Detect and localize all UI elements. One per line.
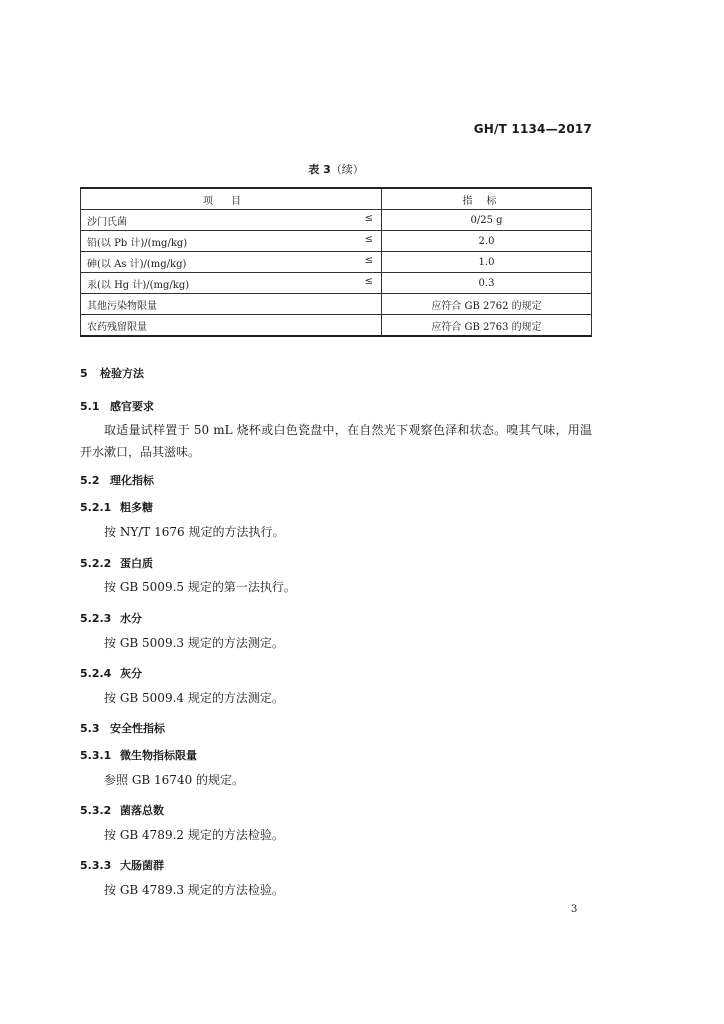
le-symbol: ≤ — [364, 255, 373, 266]
section-title: 蛋白质 — [120, 557, 153, 570]
section-text-5-3-2: 按 GB 4789.2 规定的方法检验。 — [104, 828, 284, 842]
section-heading-5-3 — [80, 720, 165, 736]
row-item-cell — [81, 231, 382, 252]
table-caption-continued: （续） — [330, 163, 364, 176]
table-row — [81, 252, 592, 273]
section-heading-5 — [80, 365, 144, 381]
section-title: 粗多糖 — [120, 501, 153, 514]
table-header-row — [81, 188, 592, 210]
row-item-cell — [81, 210, 382, 231]
section-title: 理化指标 — [110, 474, 154, 487]
section-text-5-3-3: 按 GB 4789.3 规定的方法检验。 — [104, 883, 284, 897]
section-heading-5-3-3 — [80, 857, 164, 873]
table-row — [81, 315, 592, 337]
section-title: 安全性指标 — [110, 722, 165, 735]
row-item: 砷(以 As 计)/(mg/kg) — [87, 258, 187, 270]
page-number: 3 — [571, 904, 578, 915]
section-heading-5-2 — [80, 472, 154, 488]
section-title: 水分 — [120, 612, 142, 625]
section-number: 5.3.3 — [80, 859, 112, 872]
section-text-5-2-3: 按 GB 5009.3 规定的方法测定。 — [104, 636, 284, 650]
row-item-cell — [81, 273, 382, 294]
section-number: 5 — [80, 367, 88, 380]
section-title: 检验方法 — [100, 367, 144, 380]
table-row — [81, 231, 592, 252]
row-item-cell — [81, 252, 382, 273]
table-row — [81, 294, 592, 315]
section-text-5-2-4: 按 GB 5009.4 规定的方法测定。 — [104, 691, 284, 705]
standard-code: GH/T 1134—2017 — [473, 122, 592, 136]
le-symbol: ≤ — [364, 276, 373, 287]
section-text-5-3-1: 参照 GB 16740 的规定。 — [104, 773, 245, 787]
section-text-5-1: 取适量试样置于 50 mL 烧杯或白色瓷盘中，在自然光下观察色泽和状态。嗅其气味，用温开水漱口，品其滋味。 — [80, 423, 592, 459]
row-item: 沙门氏菌 — [87, 216, 127, 228]
section-heading-5-2-1 — [80, 499, 153, 515]
row-value: 0/25 g — [382, 210, 592, 231]
section-text-5-2-1: 按 NY/T 1676 规定的方法执行。 — [104, 525, 285, 539]
row-value: 应符合 GB 2762 的规定 — [382, 294, 592, 315]
section-heading-5-2-3 — [80, 610, 142, 626]
le-symbol: ≤ — [364, 234, 373, 245]
section-title: 灰分 — [120, 667, 142, 680]
section-heading-5-3-2 — [80, 802, 164, 818]
section-number: 5.3.2 — [80, 804, 112, 817]
section-number: 5.2.4 — [80, 667, 112, 680]
row-value: 1.0 — [382, 252, 592, 273]
row-value: 0.3 — [382, 273, 592, 294]
table-row — [81, 273, 592, 294]
section-heading-5-2-2 — [80, 555, 153, 571]
spec-table — [80, 187, 592, 337]
row-item: 铅(以 Pb 计)/(mg/kg) — [87, 237, 188, 249]
le-symbol: ≤ — [364, 213, 373, 224]
row-item-cell — [81, 294, 382, 315]
section-title: 微生物指标限量 — [120, 749, 197, 762]
section-title: 感官要求 — [110, 400, 154, 413]
section-number: 5.3.1 — [80, 749, 112, 762]
section-title: 菌落总数 — [120, 804, 164, 817]
row-item: 其他污染物限量 — [87, 300, 157, 312]
row-value: 2.0 — [382, 231, 592, 252]
section-text-5-2-2: 按 GB 5009.5 规定的第一法执行。 — [104, 580, 296, 594]
section-number: 5.2 — [80, 474, 100, 487]
section-number: 5.3 — [80, 722, 100, 735]
table-caption-label: 表 3 — [308, 163, 331, 176]
section-number: 5.2.1 — [80, 501, 112, 514]
section-heading-5-1 — [80, 398, 154, 414]
row-item-cell — [81, 315, 382, 337]
section-heading-5-2-4 — [80, 665, 142, 681]
col-header-item: 项目 — [81, 188, 382, 210]
row-value: 应符合 GB 2763 的规定 — [382, 315, 592, 337]
table-row — [81, 210, 592, 231]
row-item: 汞(以 Hg 计)/(mg/kg) — [87, 279, 190, 291]
section-number: 5.2.2 — [80, 557, 112, 570]
row-item: 农药残留限量 — [87, 321, 147, 333]
table-caption — [0, 161, 672, 177]
section-title: 大肠菌群 — [120, 859, 164, 872]
col-header-value: 指标 — [382, 188, 592, 210]
section-heading-5-3-1 — [80, 747, 197, 763]
section-number: 5.1 — [80, 400, 100, 413]
section-number: 5.2.3 — [80, 612, 112, 625]
